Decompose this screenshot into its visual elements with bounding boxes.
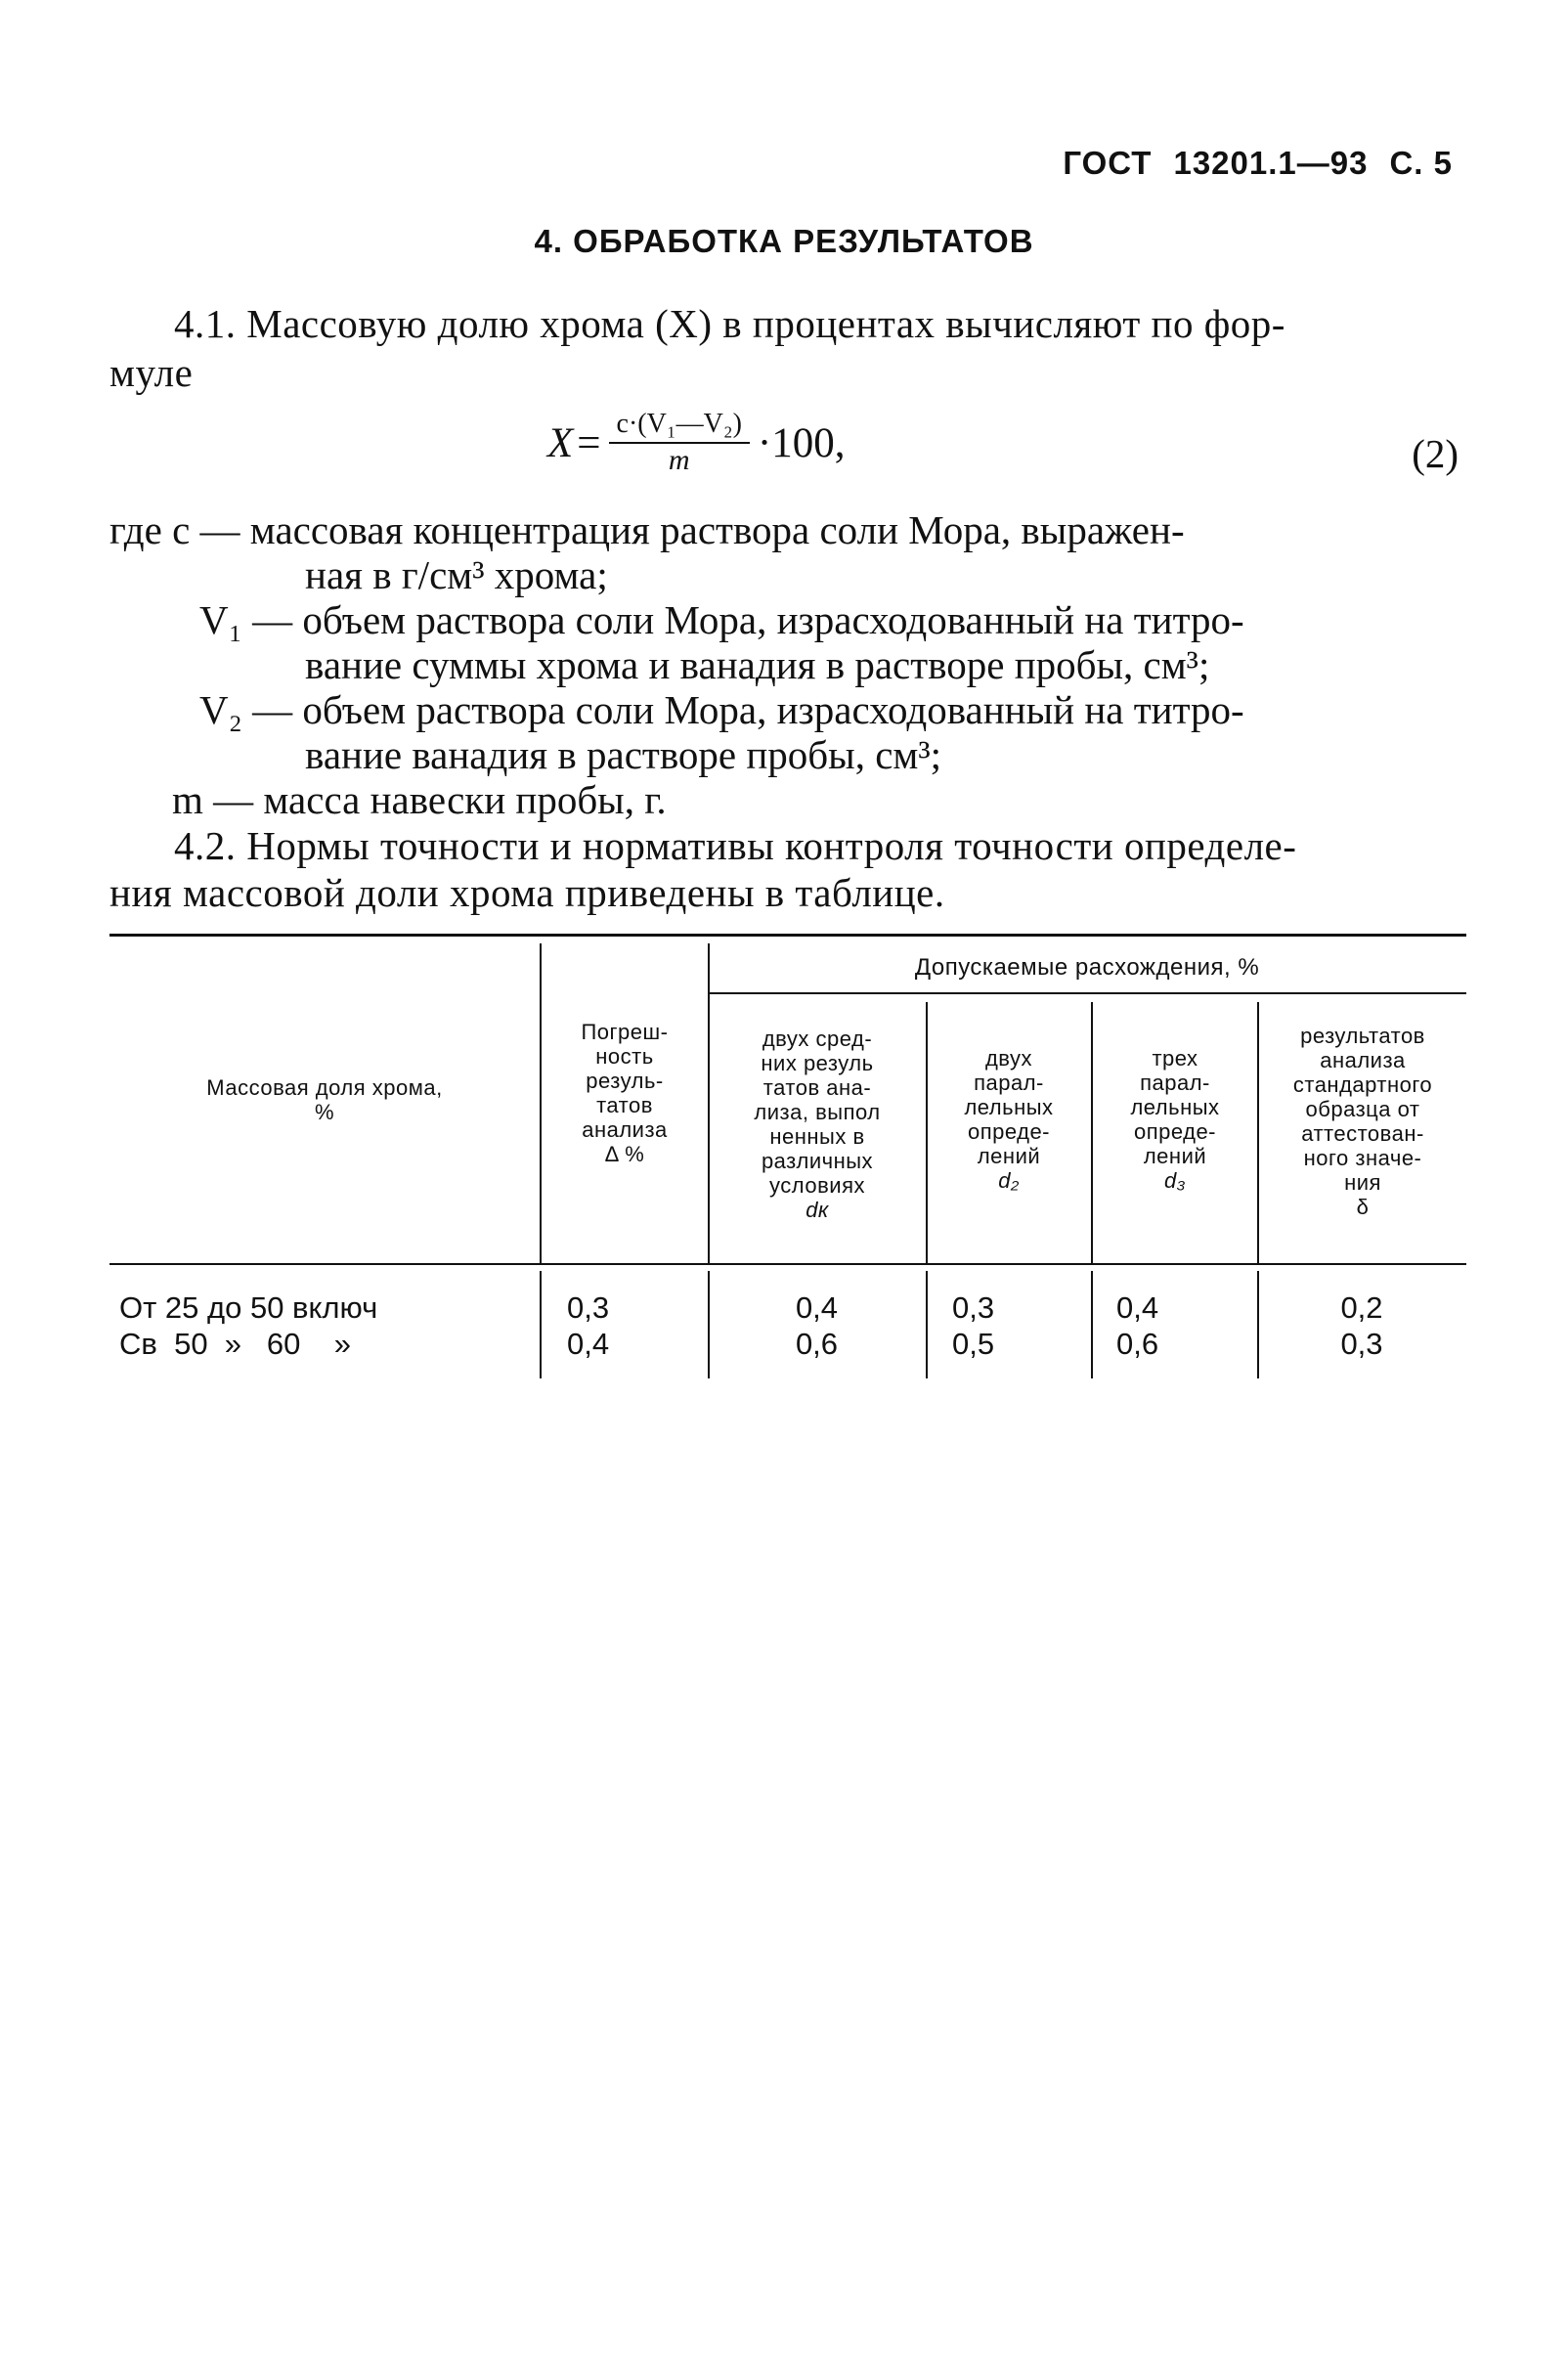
col-header-error <box>544 1020 706 1166</box>
table-group-rule <box>708 992 1466 994</box>
definition-v1-line1: V₁ — объем раствора соли Мора, израсходованный на титро- <box>199 597 1244 642</box>
formula-denominator: m <box>668 444 690 476</box>
para-4-2-line2: ния массовой доли хрома приведены в таблице. <box>109 870 945 915</box>
cell-dk: 0,4 <box>795 1290 839 1325</box>
col-header-mass-fraction <box>129 1075 520 1124</box>
header-symbol: dк <box>806 1198 829 1222</box>
table-vline <box>1257 1002 1259 1263</box>
group-header-discrepancies: Допускаемые расхождения, % <box>914 954 1260 981</box>
header-gost: ГОСТ <box>1063 145 1153 181</box>
header-number: 13201.1—93 <box>1173 145 1369 181</box>
header-line: двух сред- <box>762 1027 873 1051</box>
header-line: опреде- <box>1133 1119 1217 1144</box>
header-line: татов <box>596 1093 653 1117</box>
header-line: Δ % <box>604 1142 645 1166</box>
header-symbol: d₂ <box>998 1168 1020 1193</box>
table-top-rule <box>109 934 1466 937</box>
header-line: условиях <box>769 1173 865 1198</box>
header-line: опреде- <box>967 1119 1051 1144</box>
header-line: образца от <box>1305 1097 1420 1121</box>
table-vline <box>1091 1002 1093 1263</box>
header-line: резуль- <box>586 1069 664 1093</box>
header-line: различных <box>761 1149 874 1173</box>
page-header <box>1041 145 1453 182</box>
header-symbol: d₃ <box>1164 1168 1186 1193</box>
table-vline <box>540 1271 542 1378</box>
formula-number: (2) <box>1412 431 1459 476</box>
cell-d3: 0,6 <box>1116 1327 1159 1361</box>
formula-numerator: c·(V₁—V₂) <box>609 409 750 444</box>
header-line: татов ана- <box>762 1075 872 1100</box>
cell-delta: 0,3 <box>567 1290 610 1325</box>
cell-dk: 0,6 <box>795 1327 839 1361</box>
table-vline <box>926 1271 928 1378</box>
col-header-dk <box>712 1027 923 1222</box>
table-vline <box>926 1002 928 1263</box>
para-4-2-line1: 4.2. Нормы точности и нормативы контроля точности определе- <box>174 823 1297 868</box>
definition-v2-line1: V₂ — объем раствора соли Мора, израсходованный на титро- <box>199 687 1244 732</box>
cell-delta: 0,4 <box>567 1327 610 1361</box>
header-line: % <box>314 1100 335 1124</box>
header-line: лений <box>977 1144 1041 1168</box>
formula-factor: ·100, <box>757 419 846 466</box>
col-header-d2 <box>929 1046 1089 1193</box>
cell-d2: 0,3 <box>952 1290 995 1325</box>
cell-sigma: 0,2 <box>1340 1290 1383 1325</box>
header-line: результатов <box>1300 1024 1425 1048</box>
header-line: них резуль <box>761 1051 874 1075</box>
header-line: ность <box>595 1044 654 1069</box>
formula-eq: = <box>577 419 601 466</box>
header-line: Массовая доля хрома, <box>206 1075 443 1100</box>
header-line: лельных <box>964 1095 1054 1119</box>
para-4-1-line1: 4.1. Массовую долю хрома (X) в процентах вычисляют по фор- <box>174 301 1285 346</box>
formula <box>547 409 846 477</box>
header-line: трех <box>1152 1046 1198 1071</box>
header-line: Погреш- <box>581 1020 669 1044</box>
para-4-1-line2: муле <box>109 350 194 395</box>
header-line: ненных в <box>769 1124 865 1149</box>
cell-d3: 0,4 <box>1116 1290 1159 1325</box>
formula-lhs: X <box>547 419 574 466</box>
table-vline <box>708 943 710 1263</box>
header-line: стандартного <box>1292 1072 1433 1097</box>
header-line: лиза, выпол <box>754 1100 881 1124</box>
header-line: анализа <box>582 1117 668 1142</box>
header-page: С. 5 <box>1389 145 1453 181</box>
cell-d2: 0,5 <box>952 1327 995 1361</box>
col-header-d3 <box>1094 1046 1256 1193</box>
cell-sigma: 0,3 <box>1340 1327 1383 1361</box>
header-symbol: δ <box>1356 1195 1370 1219</box>
header-line: анализа <box>1320 1048 1406 1072</box>
col-header-sigma <box>1260 1024 1465 1219</box>
definition-m: m — масса навески пробы, г. <box>172 777 667 822</box>
header-line: ния <box>1344 1170 1381 1195</box>
definition-v1-line2: вание суммы хрома и ванадия в растворе пробы, см³; <box>305 642 1210 687</box>
header-line: парал- <box>1140 1071 1210 1095</box>
header-line: лений <box>1143 1144 1207 1168</box>
header-line: парал- <box>974 1071 1044 1095</box>
header-line: ного значе- <box>1303 1146 1422 1170</box>
formula-fraction <box>609 409 750 477</box>
cell-range: Св 50 » 60 » <box>119 1327 352 1361</box>
definition-v2-line2: вание ванадия в растворе пробы, см³; <box>305 732 942 777</box>
section-title: 4. ОБРАБОТКА РЕЗУЛЬТАТОВ <box>534 223 1034 259</box>
header-line: аттестован- <box>1301 1121 1424 1146</box>
header-line: двух <box>984 1046 1033 1071</box>
table-header-rule <box>109 1263 1466 1265</box>
definition-c-line1: где c — массовая концентрация раствора соли Мора, выражен- <box>109 507 1185 552</box>
table-vline <box>1091 1271 1093 1378</box>
definition-c-line2: ная в г/см³ хрома; <box>305 552 608 597</box>
cell-range: От 25 до 50 включ <box>119 1290 378 1325</box>
accuracy-table <box>109 934 1466 1383</box>
header-line: лельных <box>1130 1095 1220 1119</box>
table-vline <box>540 943 542 1263</box>
